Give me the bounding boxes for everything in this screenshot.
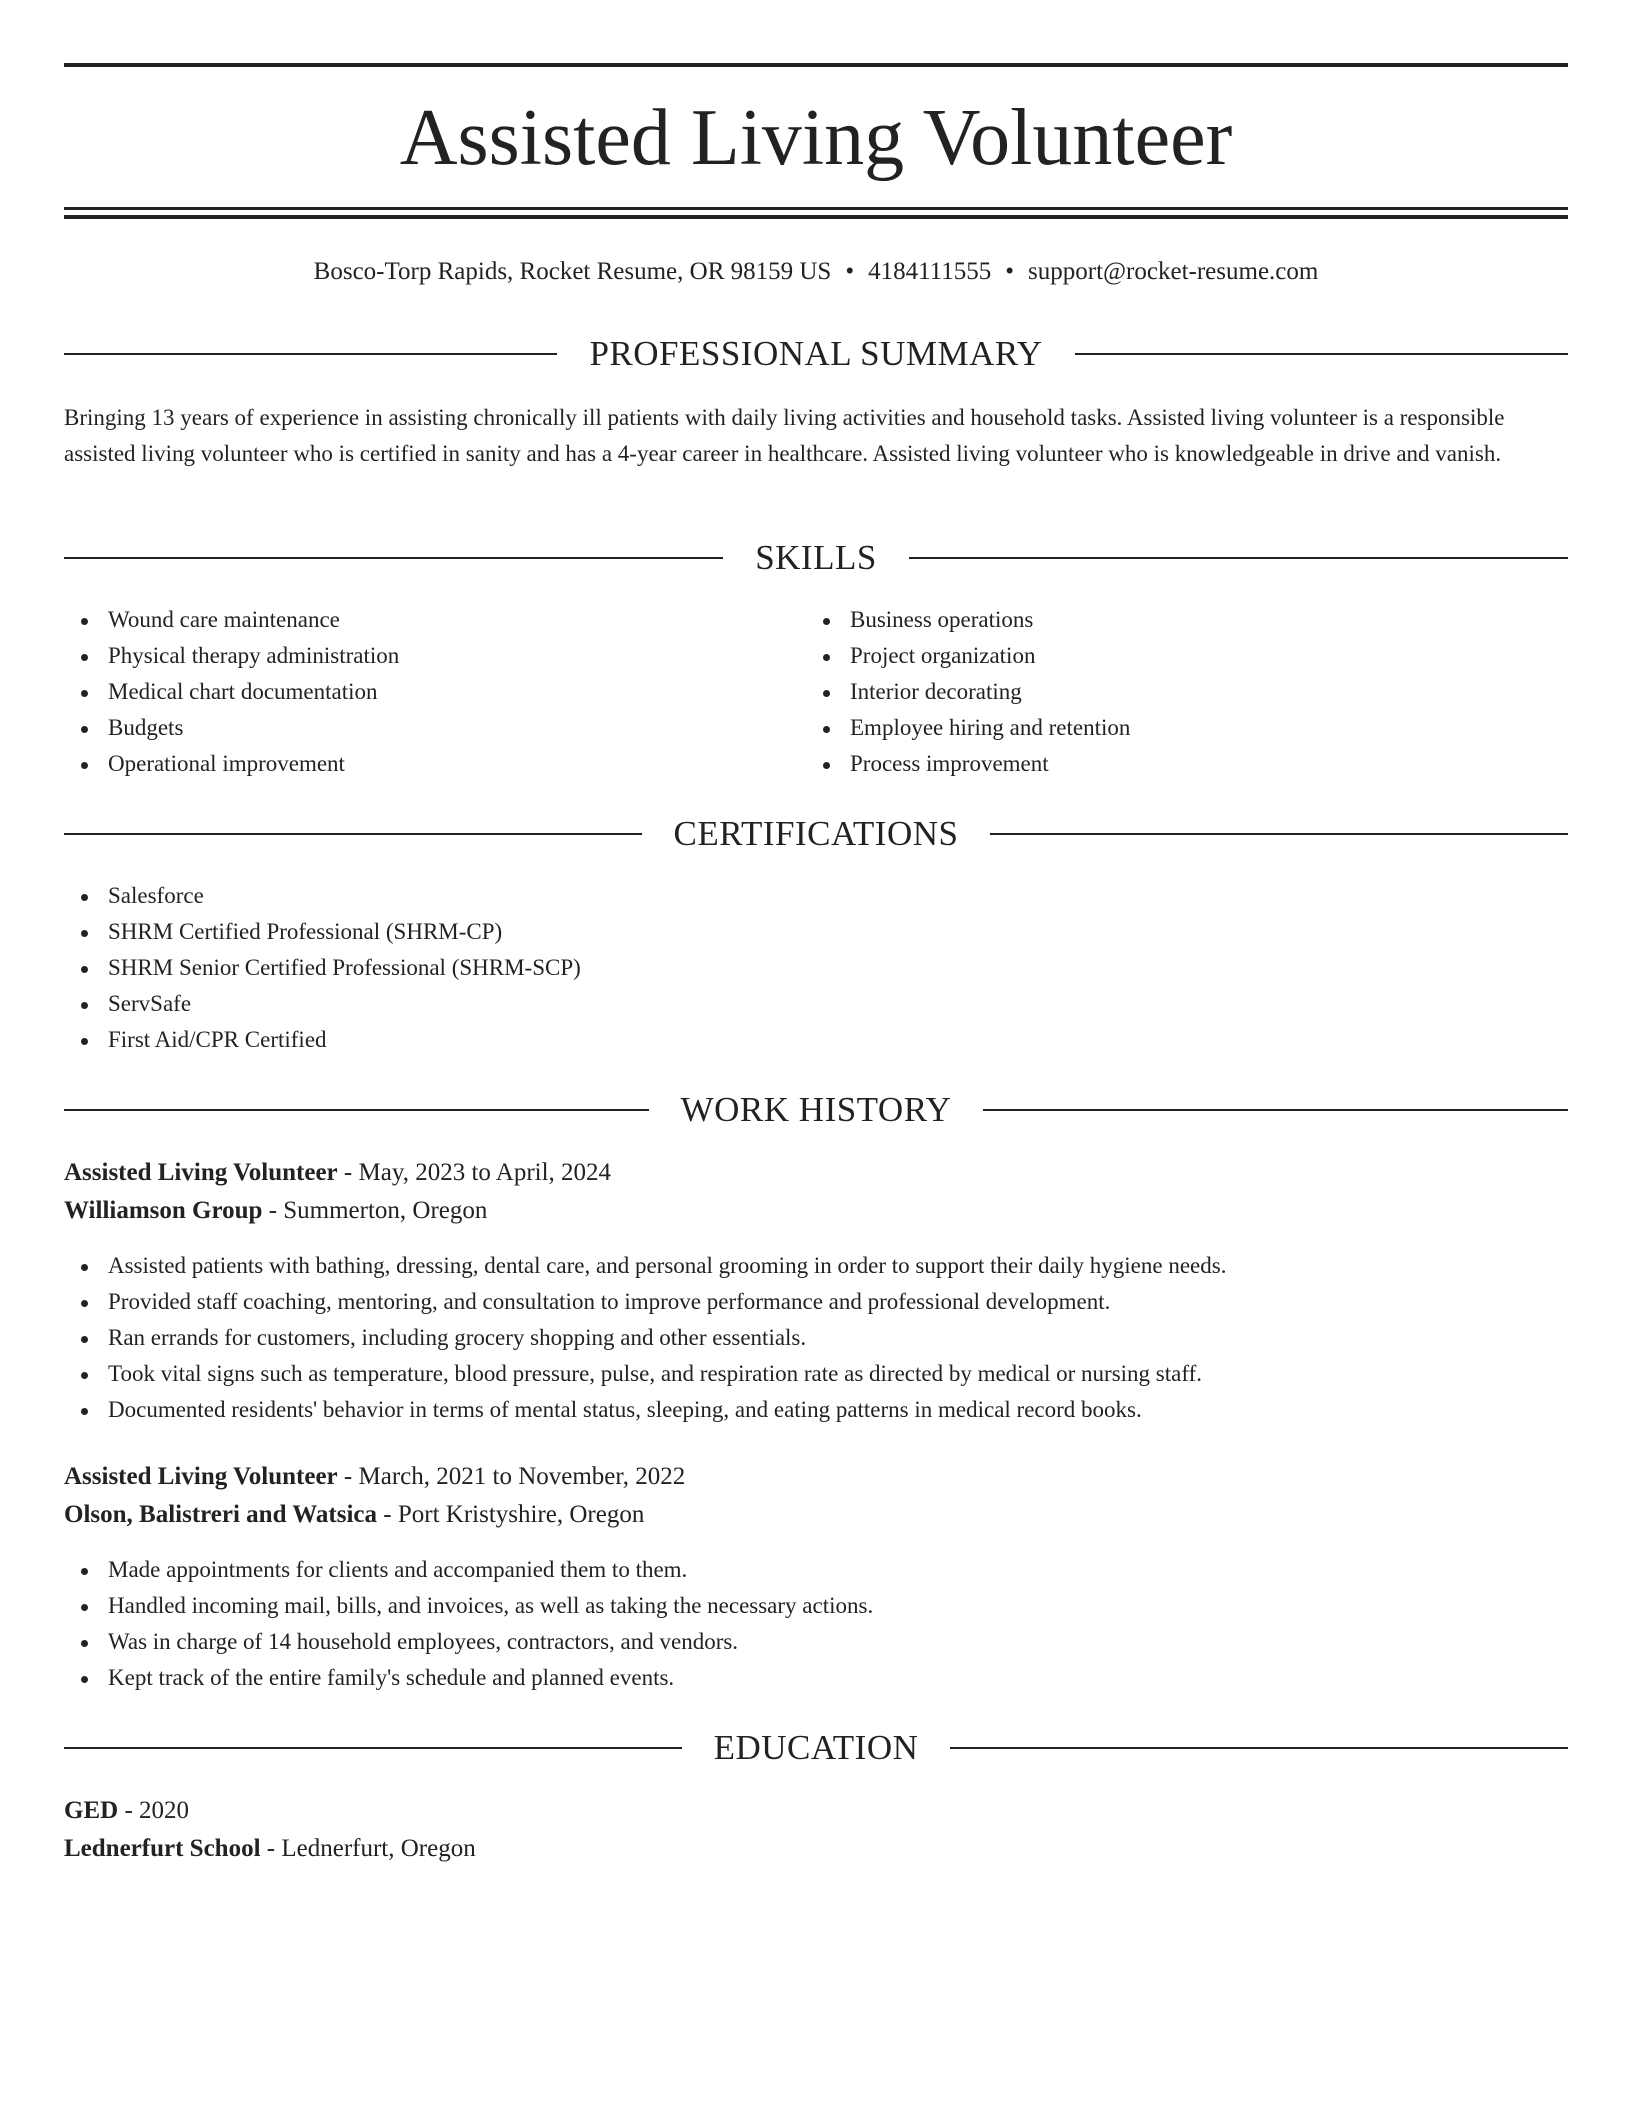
skill-item: Project organization	[806, 638, 1546, 674]
skill-item: Process improvement	[806, 746, 1546, 782]
job-bullet: Took vital signs such as temperature, blood pressure, pulse, and respiration rate as directed by medical or nursing staff.	[64, 1356, 1568, 1392]
contact-separator: •	[1005, 258, 1015, 285]
skill-item: Operational improvement	[64, 746, 804, 782]
title-rule-upper	[64, 207, 1568, 210]
education-school: Lednerfurt School	[64, 1835, 261, 1862]
skill-item: Employee hiring and retention	[806, 710, 1546, 746]
job-bullet: Handled incoming mail, bills, and invoices, as well as taking the necessary actions.	[64, 1588, 1568, 1624]
heading-rule-right	[983, 1109, 1568, 1111]
job-bullets	[64, 1552, 1568, 1696]
job-bullet: Provided staff coaching, mentoring, and consultation to improve performance and professional development.	[64, 1284, 1568, 1320]
certifications-list	[64, 878, 1568, 1058]
contact-address: Bosco-Torp Rapids, Rocket Resume, OR 98159 US	[313, 258, 832, 285]
heading-rule-left	[64, 1109, 649, 1111]
job-bullet: Documented residents' behavior in terms of mental status, sleeping, and eating patterns in medical record books.	[64, 1392, 1568, 1428]
job-title: Assisted Living Volunteer	[64, 1159, 338, 1186]
job-bullet: Made appointments for clients and accompanied them to them.	[64, 1552, 1568, 1588]
section-heading-summary	[64, 332, 1568, 376]
certification-item: SHRM Certified Professional (SHRM-CP)	[64, 914, 1568, 950]
skill-item: Physical therapy administration	[64, 638, 804, 674]
education-year: - 2020	[118, 1797, 190, 1824]
job-bullet: Was in charge of 14 household employees, contractors, and vendors.	[64, 1624, 1568, 1660]
contact-line	[64, 254, 1568, 290]
job-dates: - May, 2023 to April, 2024	[337, 1159, 612, 1186]
education-degree-line	[64, 1792, 1568, 1830]
job-company-line	[64, 1496, 1568, 1534]
job-dates: - March, 2021 to November, 2022	[337, 1463, 686, 1490]
heading-rule-right	[990, 833, 1568, 835]
certification-item: Salesforce	[64, 878, 1568, 914]
skills-list-left	[64, 602, 804, 782]
skill-item: Business operations	[806, 602, 1546, 638]
heading-rule-left	[64, 1747, 682, 1749]
job-bullet: Kept track of the entire family's schedule and planned events.	[64, 1660, 1568, 1696]
section-heading-label: SKILLS	[755, 538, 877, 577]
section-heading-certifications	[64, 812, 1568, 856]
job-location: - Summerton, Oregon	[262, 1197, 488, 1224]
skill-item: Medical chart documentation	[64, 674, 804, 710]
contact-email: support@rocket-resume.com	[1028, 258, 1319, 285]
education-school-line	[64, 1830, 1568, 1868]
section-heading-skills	[64, 536, 1568, 580]
title-rule-lower	[64, 215, 1568, 219]
job-company: Williamson Group	[64, 1197, 263, 1224]
contact-phone: 4184111555	[868, 258, 992, 285]
top-rule	[64, 63, 1568, 67]
job-bullets	[64, 1248, 1568, 1428]
skill-item: Interior decorating	[806, 674, 1546, 710]
certification-item: ServSafe	[64, 986, 1568, 1022]
education-location: - Lednerfurt, Oregon	[260, 1835, 476, 1862]
contact-separator: •	[845, 258, 855, 285]
job-bullet: Assisted patients with bathing, dressing, dental care, and personal grooming in order to support their daily hygiene needs.	[64, 1248, 1568, 1284]
certification-item: SHRM Senior Certified Professional (SHRM-SCP)	[64, 950, 1568, 986]
job-title-line	[64, 1154, 1568, 1192]
resume-title: Assisted Living Volunteer	[399, 94, 1233, 182]
job-company-line	[64, 1192, 1568, 1230]
job-bullet: Ran errands for customers, including grocery shopping and other essentials.	[64, 1320, 1568, 1356]
education-degree: GED	[64, 1797, 119, 1824]
skill-item: Budgets	[64, 710, 804, 746]
skills-list-right	[806, 602, 1546, 782]
heading-rule-left	[64, 557, 723, 559]
heading-rule-right	[1075, 353, 1568, 355]
section-heading-label: WORK HISTORY	[680, 1090, 952, 1129]
job-company: Olson, Balistreri and Watsica	[64, 1501, 378, 1528]
section-heading-work-history	[64, 1088, 1568, 1132]
heading-rule-left	[64, 353, 557, 355]
job-location: - Port Kristyshire, Oregon	[377, 1501, 645, 1528]
section-heading-education	[64, 1726, 1568, 1770]
skill-item: Wound care maintenance	[64, 602, 804, 638]
section-heading-label: EDUCATION	[713, 1728, 919, 1767]
heading-rule-right	[950, 1747, 1568, 1749]
certification-item: First Aid/CPR Certified	[64, 1022, 1568, 1058]
job-title: Assisted Living Volunteer	[64, 1463, 338, 1490]
heading-rule-left	[64, 833, 642, 835]
summary-text: Bringing 13 years of experience in assisting chronically ill patients with daily living activities and household tasks. Assisted living volunteer is a responsible assisted living volunteer who is certified in sanity and has a 4-year career in healthcare. Assisted living volunteer who is knowledgeable in drive and vanish.	[64, 405, 1505, 466]
section-heading-label: PROFESSIONAL SUMMARY	[589, 334, 1043, 373]
section-heading-label: CERTIFICATIONS	[673, 814, 959, 853]
job-title-line	[64, 1458, 1568, 1496]
heading-rule-right	[909, 557, 1568, 559]
